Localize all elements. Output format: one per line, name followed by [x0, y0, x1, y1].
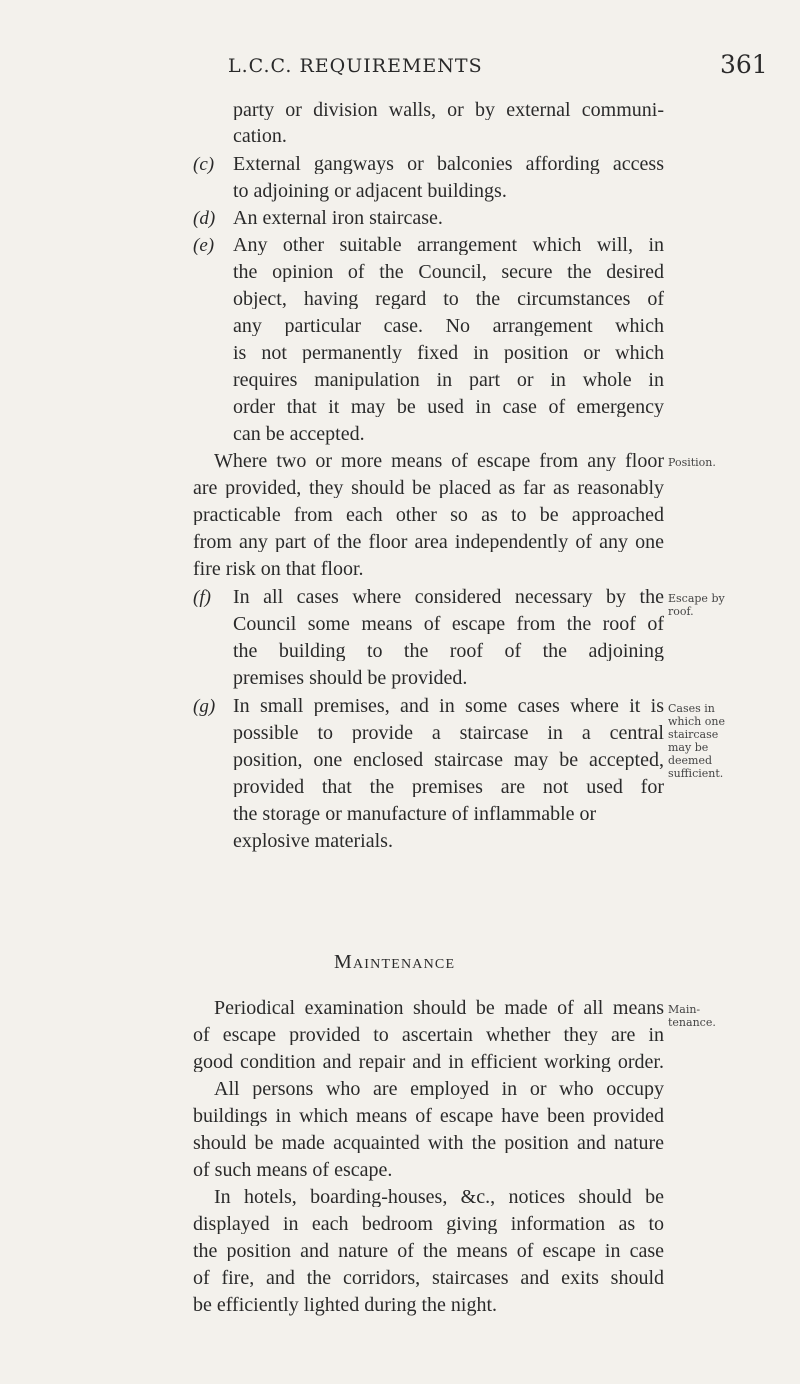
text-line: Any other suitable arrangement which will, in [233, 235, 664, 255]
text-line: the opinion of the Council, secure the desired [233, 262, 664, 282]
item-label-d: (d) [193, 208, 216, 229]
margin-note-cases: Cases in which one staircase may be deemed sufficient. [668, 702, 725, 780]
text-line: the building to the roof of the adjoining [233, 641, 664, 661]
text-line: cation. [233, 125, 287, 147]
text-line: In small premises, and in some cases where it is [233, 696, 664, 716]
text-line: explosive materials. [233, 830, 393, 852]
section-heading: Maintenance [334, 951, 456, 973]
text-line: the position and nature of the means of escape in case [193, 1241, 664, 1261]
text-line: to adjoining or adjacent buildings. [233, 180, 507, 202]
text-line: provided that the premises are not used for [233, 777, 664, 797]
text-line: object, having regard to the circumstances of [233, 289, 664, 309]
text-line: of fire, and the corridors, staircases and exits should [193, 1268, 664, 1288]
text-line: requires manipulation in part or in whole in [233, 370, 664, 390]
text-line: be efficiently lighted during the night. [193, 1294, 498, 1316]
text-line: premises should be provided. [233, 667, 468, 689]
item-label-g: (g) [193, 696, 216, 717]
text-line: is not permanently fixed in position or which [233, 343, 664, 363]
text-line: Periodical examination should be made of all means [214, 998, 664, 1018]
text-line: Where two or more means of escape from any floor [214, 451, 664, 471]
text-line: of such means of escape. [193, 1159, 393, 1181]
text-line: order that it may be used in case of emergency [233, 397, 664, 417]
text-line: Council some means of escape from the roof of [233, 614, 664, 634]
margin-note-maintenance: Main- tenance. [668, 1003, 716, 1029]
text-line: from any part of the floor area independently of any one [193, 532, 664, 552]
margin-note-position: Position. [668, 456, 716, 469]
text-line: An external iron staircase. [233, 207, 443, 229]
margin-note-escape-roof: Escape by roof. [668, 592, 725, 618]
text-line: are provided, they should be placed as far as reasonably [193, 478, 664, 498]
text-line: buildings in which means of escape have been provided [193, 1106, 664, 1126]
text-line: the storage or manufacture of inflammable or [233, 803, 597, 825]
text-line: position, one enclosed staircase may be accepted, [233, 750, 664, 770]
text-line: of escape provided to ascertain whether they are in [193, 1025, 664, 1045]
text-line: External gangways or balconies affording access [233, 154, 664, 174]
text-line: party or division walls, or by external communi- [233, 100, 664, 120]
text-line: should be made acquainted with the position and nature [193, 1133, 664, 1153]
text-line: practicable from each other so as to be approached [193, 505, 664, 525]
text-line: possible to provide a staircase in a central [233, 723, 664, 743]
running-head: L.C.C. REQUIREMENTS [228, 55, 483, 77]
text-line: All persons who are employed in or who occupy [214, 1079, 664, 1099]
text-line: In hotels, boarding-houses, &c., notices should be [214, 1187, 664, 1207]
item-label-f: (f) [193, 587, 211, 608]
text-line: good condition and repair and in efficient working order. [193, 1052, 664, 1072]
page-number: 361 [720, 50, 768, 79]
text-line: In all cases where considered necessary by the [233, 587, 664, 607]
item-label-e: (e) [193, 235, 215, 256]
text-line: can be accepted. [233, 423, 365, 445]
item-label-c: (c) [193, 154, 215, 175]
text-line: any particular case. No arrangement which [233, 316, 664, 336]
text-line: displayed in each bedroom giving information as to [193, 1214, 664, 1234]
text-line: fire risk on that floor. [193, 558, 364, 580]
